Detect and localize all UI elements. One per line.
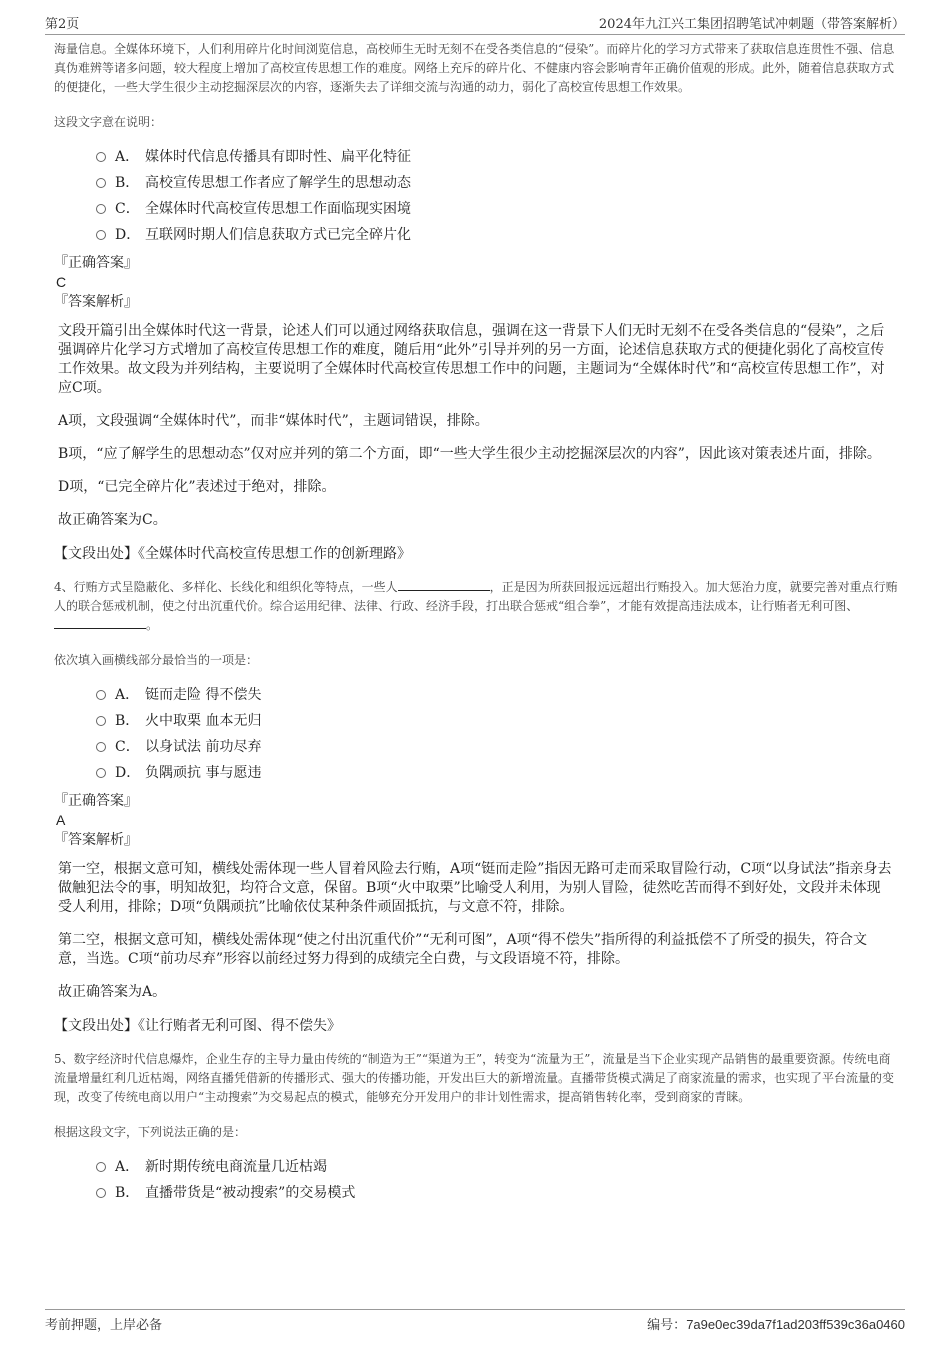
radio-icon[interactable] <box>96 178 106 188</box>
radio-icon[interactable] <box>96 204 106 214</box>
radio-icon[interactable] <box>96 1188 106 1198</box>
radio-icon[interactable] <box>96 152 106 162</box>
radio-icon[interactable] <box>96 230 106 240</box>
main-content <box>54 40 900 1212</box>
fill-blank-2 <box>54 616 146 629</box>
q3-answer-label: 『正确答案』 <box>54 255 138 271</box>
q4-option-a[interactable]: A． 铤而走险 得不偿失 <box>54 682 900 708</box>
q5-stem: 5、数字经济时代信息爆炸，企业生存的主导力量由传统的“制造为王”“渠道为王”，转变为“流量为王”，流量是当下企业实现产品销售的最重要资源。传统电商流量增量红利几近枯竭，网络直播凭借新的传播形式、强大的传播功能，开发出巨大的新增流量。直播带货模式满足了商家流量的需求，也实现了平台流量的变现，改变了传统电商以用户“主动搜索”为交易起点的模式，能够充分开发用户的非计划性需求，提高销售转化率，受到商家的青睐。 <box>54 1052 895 1104</box>
q3-analysis-p4: D项，“已完全碎片化”表述过于绝对，排除。 <box>58 479 336 495</box>
radio-icon[interactable] <box>96 716 106 726</box>
q4-option-b[interactable]: B． 火中取栗 血本无归 <box>54 708 900 734</box>
q5-prompt: 根据这段文字，下列说法正确的是： <box>54 1125 247 1139</box>
q4-analysis-p1: 第一空，根据文意可知，横线处需体现一些人冒着风险去行贿，A项“铤而走险”指因无路可走而采取冒险行动，C项“以身试法”指亲身去做触犯法令的事，明知故犯，均符合文意，保留。B项“火中取栗”比喻受人利用，为别人冒险，徒然吃苦而得不到好处，文段并未体现受人利用，排除；D项“负隅顽抗”比喻依仗某种条件顽固抵抗，与文意不符，排除。 <box>58 861 892 915</box>
footer-slogan: 考前押题，上岸必备 <box>45 1318 163 1333</box>
q5-option-b[interactable]: B． 直播带货是“被动搜索”的交易模式 <box>54 1180 900 1206</box>
radio-icon[interactable] <box>96 742 106 752</box>
radio-icon[interactable] <box>96 768 106 778</box>
q4-prompt: 依次填入画横线部分最恰当的一项是： <box>54 653 259 667</box>
page-number: 第2页 <box>45 17 80 32</box>
document-code: 编号：7a9e0ec39da7f1ad203ff539c36a0460 <box>647 1317 905 1333</box>
page-header <box>45 10 905 35</box>
q4-analysis-p2: 第二空，根据文意可知，横线处需体现“使之付出沉重代价”“无利可图”，A项“得不偿失”指所得的利益抵偿不了所受的损失，符合文意，当选。C项“前功尽弃”形容以前经过努力得到的成绩完全白费，与文段语境不符，排除。 <box>58 932 868 967</box>
q3-option-c[interactable]: C． 全媒体时代高校宣传思想工作面临现实困境 <box>54 196 900 222</box>
q4-options <box>54 682 900 786</box>
q4-analysis-p3: 故正确答案为A。 <box>58 984 167 1000</box>
q3-analysis-p5: 故正确答案为C。 <box>58 512 167 528</box>
q4-option-d[interactable]: D． 负隅顽抗 事与愿违 <box>54 760 900 786</box>
q3-passage: 海量信息。全媒体环境下，人们利用碎片化时间浏览信息，高校师生无时无刻不在受各类信息的“侵染”。而碎片化的学习方式带来了获取信息连贯性不强、信息真伪难辨等诸多问题，较大程度上增加了高校宣传思想工作的难度。网络上充斥的碎片化、不健康内容会影响青年正确价值观的形成。此外，随着信息获取方式的便捷化，一些大学生很少主动挖掘深层次的内容，逐渐失去了详细交流与沟通的动力，弱化了高校宣传思想工作效果。 <box>54 42 895 94</box>
q3-source: 【文段出处】《全媒体时代高校宣传思想工作的创新理路》 <box>54 546 411 562</box>
q3-option-a[interactable]: A． 媒体时代信息传播具有即时性、扁平化特征 <box>54 144 900 170</box>
q4-answer: A <box>56 812 66 828</box>
page-footer <box>45 1309 905 1334</box>
radio-icon[interactable] <box>96 1162 106 1172</box>
q4-analysis-label: 『答案解析』 <box>54 832 138 848</box>
q4-answer-label: 『正确答案』 <box>54 793 138 809</box>
fill-blank-1 <box>398 578 490 591</box>
q3-options <box>54 144 900 248</box>
q5-options <box>54 1154 900 1206</box>
document-title: 2024年九江兴工集团招聘笔试冲刺题（带答案解析） <box>598 17 905 32</box>
q4-stem: 4、行贿方式呈隐蔽化、多样化、长线化和组织化等特点，一些人 ，正是因为所获回报远远超出行贿投入。加大惩治力度，就要完善对重点行贿人的联合惩戒机制，使之付出沉重代价。综合运用纪律、法律、行政、经济手段，打出联合惩戒“组合拳”，才能有效提高违法成本，让行贿者无利可图、。 <box>54 580 898 632</box>
q3-analysis-p1: 文段开篇引出全媒体时代这一背景，论述人们可以通过网络获取信息，强调在这一背景下人们无时无刻不在受各类信息的“侵染”，之后强调碎片化学习方式增加了高校宣传思想工作的难度，随后用“此外”引导并列的另一方面，论述信息获取方式的便捷化弱化了高校宣传工作效果。故文段为并列结构，主要说明了全媒体时代高校宣传思想工作中的问题，主题词为“全媒体时代”和“高校宣传思想工作”，对应C项。 <box>58 323 885 396</box>
q3-option-d[interactable]: D． 互联网时期人们信息获取方式已完全碎片化 <box>54 222 900 248</box>
q3-option-b[interactable]: B． 高校宣传思想工作者应了解学生的思想动态 <box>54 170 900 196</box>
q3-analysis-label: 『答案解析』 <box>54 294 138 310</box>
q3-prompt: 这段文字意在说明： <box>54 115 163 129</box>
radio-icon[interactable] <box>96 690 106 700</box>
q3-analysis-p3: B项，“应了解学生的思想动态”仅对应并列的第二个方面，即“一些大学生很少主动挖掘深层次的内容”，因此该对策表述片面，排除。 <box>58 446 881 462</box>
q4-source: 【文段出处】《让行贿者无利可图、得不偿失》 <box>54 1018 341 1034</box>
q4-option-c[interactable]: C． 以身试法 前功尽弃 <box>54 734 900 760</box>
q3-answer: C <box>56 274 67 290</box>
q5-option-a[interactable]: A． 新时期传统电商流量几近枯竭 <box>54 1154 900 1180</box>
q3-analysis-p2: A项，文段强调“全媒体时代”，而非“媒体时代”，主题词错误，排除。 <box>58 413 489 429</box>
